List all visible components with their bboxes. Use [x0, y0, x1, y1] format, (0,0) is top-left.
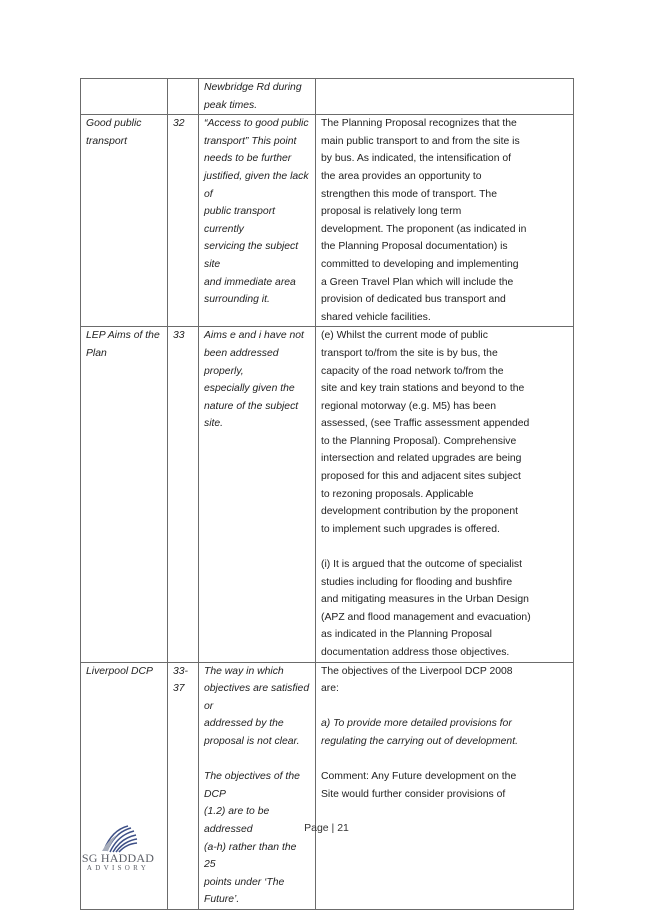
topic-cell: Good public transport	[81, 115, 168, 327]
response-cell	[316, 327, 574, 662]
topic-cell	[81, 79, 168, 115]
comment-paragraph: The objectives of the DCP (1.2) are to be addressed (a-h) rather than the 25 points under ‘The Future’.	[204, 771, 300, 906]
response-paragraph: a) To provide more detailed provisions for regulating the carrying out of development.	[321, 718, 518, 747]
comment-cell: Aims e and i have not been addressed properly, especially given the nature of the subject site.	[199, 327, 316, 662]
table-row	[81, 79, 574, 115]
responses-table	[80, 78, 574, 910]
page-ref-cell	[168, 79, 199, 115]
page-ref-cell: 33-37	[168, 662, 199, 909]
response-paragraph: (e) Whilst the current mode of public transport to/from the site is by bus, the capacity of the road network to/from the site and key train stations and beyond to the regional motorway (e.g. M5) has been assessed, (see Traffic assessment appended to the Planning Proposal). Comprehensive intersection and related upgrades are being proposed for this and adjacent sites subject to rezoning proposals. Applicable development contribution by the proponent to implement such upgrades is offered.	[321, 330, 530, 535]
page-number: Page | 21	[304, 822, 349, 834]
response-cell: The Planning Proposal recognizes that the main public transport to and from the site is by bus. As indicated, the intensification of the area provides an opportunity to strengthen this mode of transport. The proposal is relatively long term development. The proponent (as indicated in the Planning Proposal documentation) is committed to developing and implementing a Green Travel Plan which will include the provision of dedicated bus transport and shared vehicle facilities.	[316, 115, 574, 327]
logo-name: SG HADDAD	[81, 851, 155, 865]
comment-cell	[199, 662, 316, 909]
response-cell	[316, 662, 574, 909]
logo-subtitle: ADVISORY	[86, 864, 150, 872]
topic-cell: LEP Aims of the Plan	[81, 327, 168, 662]
page-ref-cell: 32	[168, 115, 199, 327]
page-ref-cell: 33	[168, 327, 199, 662]
comment-cell: Newbridge Rd during peak times.	[199, 79, 316, 115]
response-cell	[316, 79, 574, 115]
table-row	[81, 115, 574, 327]
response-paragraph: (i) It is argued that the outcome of specialist studies including for flooding and bushfire and mitigating measures in the Urban Design (APZ and flood management and evacuation) as indicated in the Planning Proposal documentation address those objectives.	[321, 559, 531, 658]
response-paragraph: Comment: Any Future development on the Site would further consider provisions of	[321, 771, 517, 800]
table-row	[81, 327, 574, 662]
topic-cell: Liverpool DCP	[81, 662, 168, 909]
comment-paragraph: The way in which objectives are satisfied or addressed by the proposal is not clear.	[204, 665, 310, 747]
comment-cell: “Access to good public transport” This point needs to be further justified, given the lack of public transport currently servicing the subject site and immediate area surrounding it.	[199, 115, 316, 327]
response-paragraph: The objectives of the Liverpool DCP 2008 are:	[321, 665, 513, 695]
